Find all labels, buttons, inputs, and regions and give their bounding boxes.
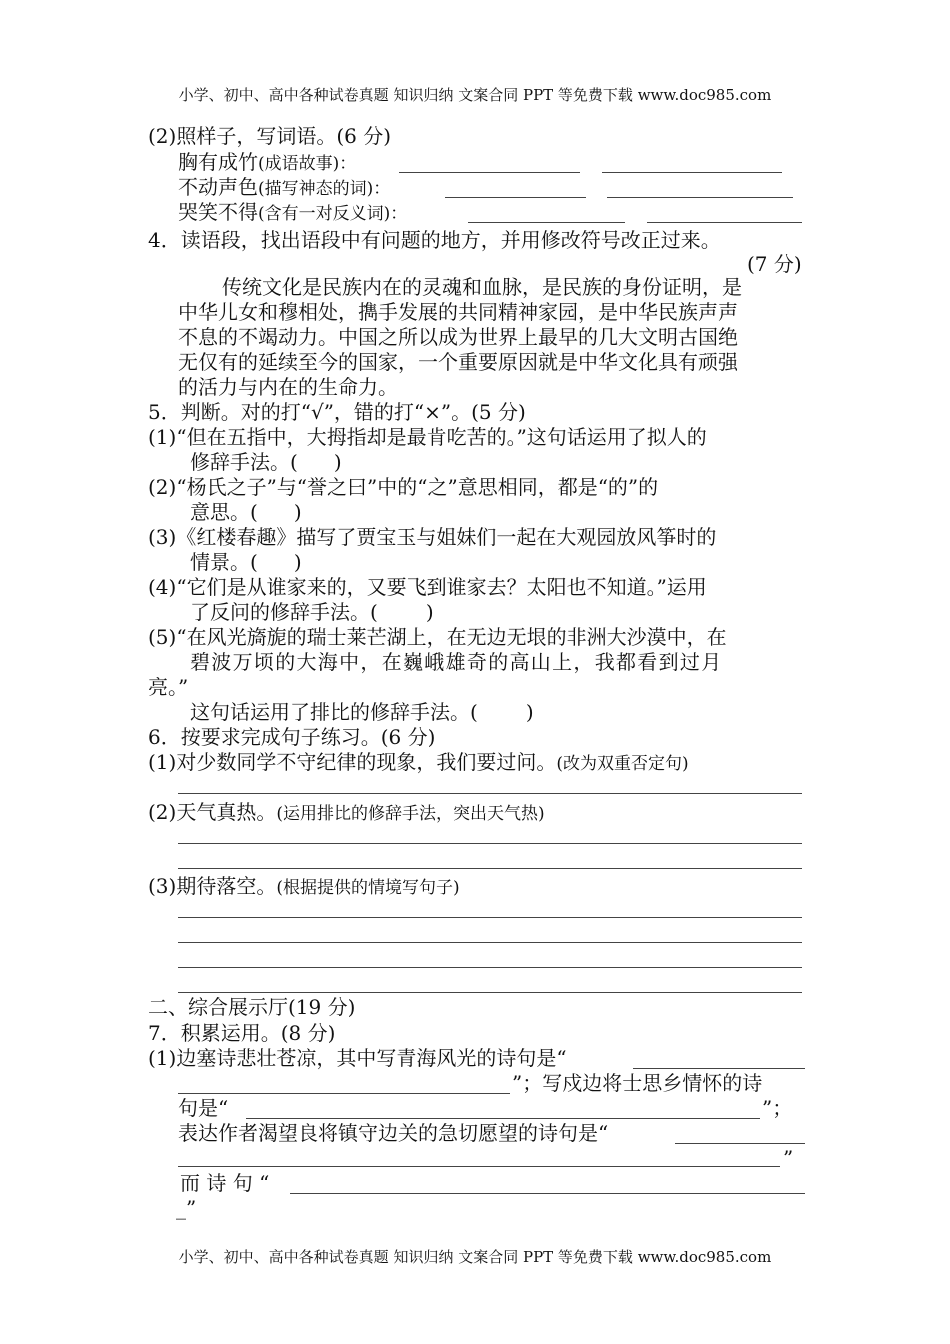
item-number: (1) — [148, 1046, 177, 1070]
item-number: (1) — [148, 750, 177, 774]
q7-1-line6: 而 诗 句 “ — [180, 1171, 270, 1195]
q7-1-line1 — [148, 1046, 567, 1071]
judge-item-5-line2: 碧波万顷的大海中，在巍峨雄奇的高山上，我都看到过月 — [190, 650, 723, 674]
answer-line[interactable] — [178, 992, 802, 993]
word-item-2 — [178, 175, 390, 202]
judge-item-5-line4 — [190, 700, 534, 725]
q5-title: 5．判断。对的打“√”，错的打“×”。(5 分) — [148, 400, 526, 424]
q7-1-line7: _” — [176, 1196, 197, 1220]
q7-title: 7．积累运用。(8 分) — [148, 1021, 336, 1045]
answer-line[interactable] — [246, 1118, 760, 1119]
item-note: (运用排比的修辞手法，突出天气热) — [276, 804, 545, 824]
answer-line[interactable] — [399, 172, 580, 173]
item-number: (5) — [148, 625, 177, 649]
item-text: 情景。( — [190, 550, 258, 574]
section-title: 二、综合展示厅(19 分) — [148, 995, 356, 1019]
answer-line[interactable] — [445, 197, 586, 198]
item-text: “但在五指中，大拇指却是最肯吃苦的。”这句话运用了拟人的 — [176, 425, 707, 449]
answer-line[interactable] — [178, 793, 802, 794]
passage-line: 传统文化是民族内在的灵魂和血脉，是民族的身份证明，是 — [222, 275, 742, 299]
paren-close: ) — [293, 550, 302, 574]
item-text: 边塞诗悲壮苍凉，其中写青海风光的诗句是“ — [176, 1046, 567, 1070]
judge-item-5 — [148, 625, 727, 650]
sentence-task-1 — [148, 750, 689, 777]
paren-close: ) — [425, 600, 434, 624]
passage-line: 中华儿女和穆相处，擕手发展的共同精神家园，是中华民族声声 — [178, 300, 738, 324]
word-item-1-word: 胸有成竹 — [178, 150, 258, 174]
q7-1-line4: 表达作者渴望良将镇守边关的急切愿望的诗句是“ — [178, 1121, 609, 1145]
answer-line[interactable] — [675, 1143, 805, 1144]
answer-line[interactable] — [178, 843, 802, 844]
item-text: 修辞手法。( — [190, 450, 298, 474]
item-note: (改为双重否定句) — [556, 754, 689, 774]
item-text: 了反问的修辞手法。( — [190, 600, 378, 624]
word-item-1-note: (成语故事)： — [258, 154, 357, 174]
q7-1-line2: ”；写戍边将士思乡情怀的诗 — [512, 1071, 763, 1095]
item-number: (3) — [148, 525, 177, 549]
answer-line[interactable] — [633, 1068, 805, 1069]
item-number: (1) — [148, 425, 177, 449]
judge-item-3-cont — [190, 550, 302, 575]
passage-line: 无仅有的延续至今的国家，一个重要原因就是中华文化具有顽强 — [178, 350, 738, 374]
passage-line: 的活力与内在的生命力。 — [178, 375, 398, 399]
answer-line[interactable] — [178, 917, 802, 918]
item-number: (3) — [148, 874, 177, 898]
paren-close: ) — [293, 500, 302, 524]
judge-item-4-cont — [190, 600, 434, 625]
answer-line[interactable] — [178, 868, 802, 869]
judge-item-1 — [148, 425, 707, 450]
item-text: 意思。( — [190, 500, 258, 524]
page-footer: 小学、初中、高中各种试卷真题 知识归纳 文案合同 PPT 等免费下载 www.doc985.com — [178, 1248, 772, 1266]
item-number: (2) — [148, 800, 177, 824]
word-item-3 — [178, 200, 407, 227]
sentence-task-3 — [148, 874, 460, 901]
answer-line[interactable] — [178, 1093, 510, 1094]
answer-line[interactable] — [178, 1166, 780, 1167]
judge-item-5-line3: 亮。” — [148, 675, 189, 699]
answer-line[interactable] — [468, 222, 625, 223]
page-header: 小学、初中、高中各种试卷真题 知识归纳 文案合同 PPT 等免费下载 www.doc985.com — [178, 86, 772, 104]
item-text: “它们是从谁家来的，又要飞到谁家去？太阳也不知道。”运用 — [176, 575, 707, 599]
item-note: (根据提供的情境写句子) — [276, 878, 460, 898]
item-text: 对少数同学不守纪律的现象，我们要过问。 — [176, 750, 557, 774]
judge-item-2 — [148, 475, 658, 500]
word-item-1 — [178, 150, 356, 177]
paren-close: ) — [525, 700, 534, 724]
q4-score: (7 分) — [747, 252, 802, 276]
passage-line: 不息的不竭动力。中国之所以成为世界上最早的几大文明古国绝 — [178, 325, 738, 349]
q3-2-title: (2)照样子，写词语。(6 分) — [148, 124, 392, 148]
sentence-task-2 — [148, 800, 545, 827]
judge-item-2-cont — [190, 500, 302, 525]
item-text: 天气真热。 — [176, 800, 277, 824]
q7-1-line5: ” — [783, 1146, 794, 1170]
judge-item-3 — [148, 525, 716, 550]
answer-line[interactable] — [178, 942, 802, 943]
item-number: (2) — [148, 475, 177, 499]
judge-item-1-cont — [190, 450, 342, 475]
item-text: “杨氏之子”与“誉之曰”中的“之”意思相同，都是“的”的 — [176, 475, 659, 499]
answer-line[interactable] — [290, 1193, 805, 1194]
word-item-3-note: (含有一对反义词)： — [258, 204, 408, 224]
item-number: (4) — [148, 575, 177, 599]
judge-item-4 — [148, 575, 707, 600]
item-text: 《红楼春趣》描写了贾宝玉与姐妹们一起在大观园放风筝时的 — [176, 525, 717, 549]
item-text: 这句话运用了排比的修辞手法。( — [190, 700, 478, 724]
q4-title: 4．读语段，找出语段中有问题的地方，并用修改符号改正过来。 — [148, 228, 721, 252]
q7-1-line3a: 句是“ — [178, 1096, 229, 1120]
paren-close: ) — [333, 450, 342, 474]
q6-title: 6．按要求完成句子练习。(6 分) — [148, 725, 436, 749]
item-text: “在风光旖旎的瑞士莱芒湖上，在无边无垠的非洲大沙漠中，在 — [176, 625, 727, 649]
item-text: 期待落空。 — [176, 874, 277, 898]
q7-1-line3b: ”； — [762, 1096, 793, 1120]
answer-line[interactable] — [607, 197, 793, 198]
answer-line[interactable] — [178, 967, 802, 968]
word-item-2-note: (描写神态的词)： — [258, 179, 391, 199]
answer-line[interactable] — [602, 172, 782, 173]
answer-line[interactable] — [647, 222, 802, 223]
word-item-3-word: 哭笑不得 — [178, 200, 258, 224]
word-item-2-word: 不动声色 — [178, 175, 258, 199]
